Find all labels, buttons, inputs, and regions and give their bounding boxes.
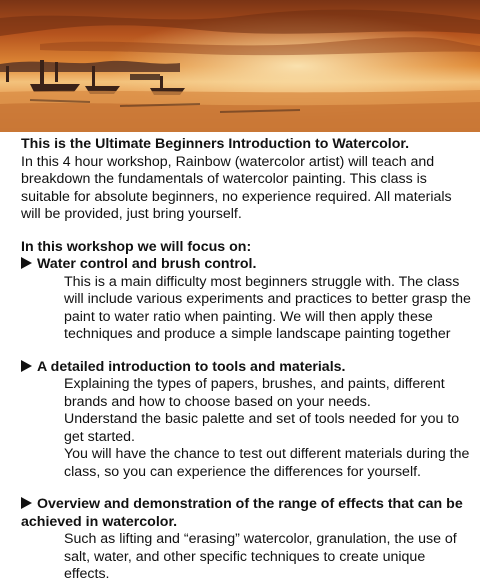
bullet-triangle-icon bbox=[21, 257, 32, 269]
intro-body: In this 4 hour workshop, Rainbow (watercolor artist) will teach and breakdown the fundamentals of watercolor painting. This class is suitable for absolute beginners, no experience required. All materials will be provided, just bring yourself. bbox=[21, 153, 452, 222]
focus-item-title: Overview and demonstration of the range of effects that can be achieved in watercolor. bbox=[21, 496, 463, 530]
focus-item-water-control bbox=[21, 256, 471, 274]
intro-title: This is the Ultimate Beginners Introduction to Watercolor. bbox=[21, 136, 410, 152]
focus-item-paragraph: You will have the chance to test out different materials during the class, so you can experience the differences for yourself. bbox=[64, 446, 470, 480]
focus-item-paragraph: Understand the basic palette and set of tools needed for you to get started. bbox=[64, 411, 460, 445]
hero-image bbox=[0, 0, 480, 132]
focus-heading: In this workshop we will focus on: bbox=[21, 238, 252, 255]
focus-item-title: A detailed introduction to tools and materials. bbox=[37, 358, 346, 375]
focus-item-paragraph: Explaining the types of papers, brushes, and paints, different brands and how to choose based on your needs. bbox=[64, 376, 445, 410]
watercolor-painting-image bbox=[0, 0, 480, 132]
focus-item-tools-materials bbox=[21, 359, 471, 377]
bullet-triangle-icon bbox=[21, 497, 32, 509]
workshop-description bbox=[21, 136, 471, 584]
focus-item-title: Water control and brush control. bbox=[37, 256, 257, 272]
focus-item-paragraph: Such as lifting and “erasing” watercolor, granulation, the use of salt, water, and other specific techniques to create unique effects. bbox=[64, 531, 457, 582]
focus-item-effects bbox=[21, 496, 471, 531]
focus-item-paragraph: This is a main difficulty most beginners struggle with. The class will include various experiments and practices to better grasp the paint to water ratio when painting. We will then apply these techniques and produce a simple landscape painting together bbox=[64, 273, 471, 342]
bullet-triangle-icon bbox=[21, 360, 32, 372]
